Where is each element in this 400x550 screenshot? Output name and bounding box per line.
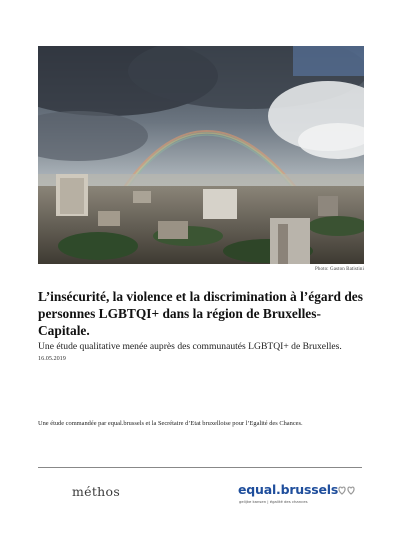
equal-brussels-wordmark (238, 482, 338, 497)
methos-logo: méthos (72, 484, 121, 499)
document-subtitle: Une étude qualitative menée auprès des communautés LGBTQI+ de Bruxelles. (38, 341, 342, 352)
brussels-wordmark-part: .brussels (276, 482, 339, 497)
document-title: L’insécurité, la violence et la discrimination à l’égard des personnes LGBTQI+ dans la région de Bruxelles-Capitale. (38, 289, 363, 338)
document-date: 16.05.2019 (38, 355, 66, 362)
cityscape-illustration (38, 46, 364, 264)
equal-brussels-logo (238, 482, 358, 512)
equal-brussels-tagline: gelijke kansen | égalité des chances (239, 499, 308, 504)
equal-brussels-symbol-icon (338, 484, 356, 502)
cover-photo-rainbow-over-brussels (38, 46, 364, 264)
photo-credit: Photo: Gaston Batistini (315, 267, 364, 272)
commission-note: Une étude commandée par equal.brussels et la Secrétaire d’Etat bruxelloise pour l’Egalité des Chances. (38, 420, 303, 427)
equal-wordmark-part: equal (238, 482, 277, 497)
footer-divider (38, 467, 362, 468)
